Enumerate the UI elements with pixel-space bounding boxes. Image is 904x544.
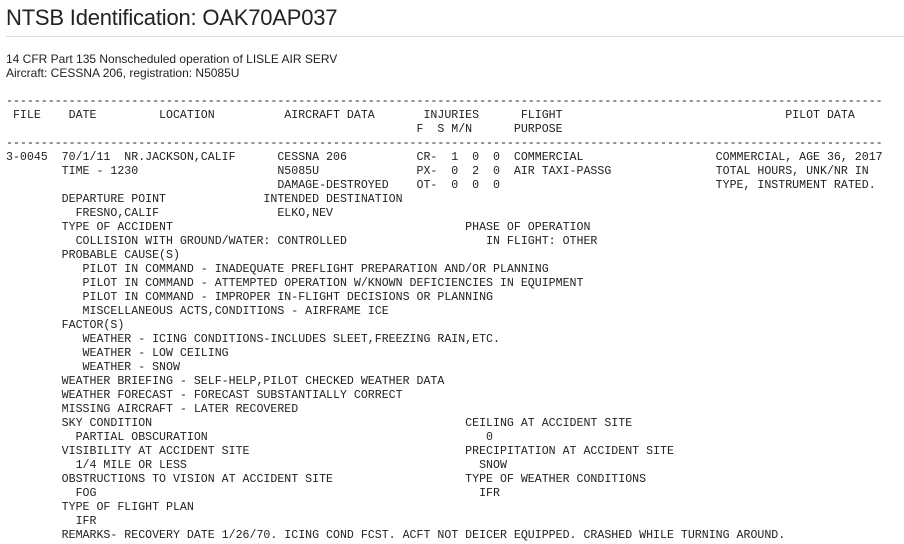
report-line: OBSTRUCTIONS TO VISION AT ACCIDENT SITE TYPE OF WEATHER CONDITIONS <box>6 473 647 486</box>
report-line: 1/4 MILE OR LESS SNOW <box>6 459 507 472</box>
report-line: REMARKS- RECOVERY DATE 1/26/70. ICING COND FCST. ACFT NOT DEICER EQUIPPED. CRASHED WHILE TURNING AROUND. <box>6 529 786 542</box>
page-title: NTSB Identification: OAK70AP037 <box>6 0 904 37</box>
report-line: PARTIAL OBSCURATION 0 <box>6 431 494 444</box>
report-line: TYPE OF ACCIDENT PHASE OF OPERATION <box>6 221 591 234</box>
report-line: MISSING AIRCRAFT - LATER RECOVERED <box>6 403 299 416</box>
operation-line: 14 CFR Part 135 Nonscheduled operation of LISLE AIR SERV <box>6 52 338 66</box>
report-line: ------------------------------------------------------------------------------------------------------------------------------ <box>6 95 883 108</box>
report-line: PILOT IN COMMAND - INADEQUATE PREFLIGHT PREPARATION AND/OR PLANNING <box>6 263 549 276</box>
report-line: TYPE OF FLIGHT PLAN <box>6 501 194 514</box>
aircraft-line: Aircraft: CESSNA 206, registration: N5085U <box>6 66 240 80</box>
report-line: 3-0045 70/1/11 NR.JACKSON,CALIF CESSNA 206 CR- 1 0 0 COMMERCIAL COMMERCIAL, AGE 36, 2017 <box>6 151 883 164</box>
report-line: DAMAGE-DESTROYED OT- 0 0 0 TYPE, INSTRUMENT RATED. <box>6 179 876 192</box>
report-line: SKY CONDITION CEILING AT ACCIDENT SITE <box>6 417 633 430</box>
report-line: PILOT IN COMMAND - ATTEMPTED OPERATION W/KNOWN DEFICIENCIES IN EQUIPMENT <box>6 277 584 290</box>
report-line: PROBABLE CAUSE(S) <box>6 249 180 262</box>
report-line: WEATHER - LOW CEILING <box>6 347 229 360</box>
report-line: WEATHER - SNOW <box>6 361 180 374</box>
report-line: COLLISION WITH GROUND/WATER: CONTROLLED IN FLIGHT: OTHER <box>6 235 598 248</box>
report-line: MISCELLANEOUS ACTS,CONDITIONS - AIRFRAME ICE <box>6 305 389 318</box>
report-line: IFR <box>6 515 97 528</box>
report-line: WEATHER FORECAST - FORECAST SUBSTANTIALLY CORRECT <box>6 389 403 402</box>
report-line: FILE DATE LOCATION AIRCRAFT DATA INJURIES FLIGHT PILOT DATA <box>6 109 855 122</box>
report-line: VISIBILITY AT ACCIDENT SITE PRECIPITATION AT ACCIDENT SITE <box>6 445 674 458</box>
report-line: FRESNO,CALIF ELKO,NEV <box>6 207 333 220</box>
report-line: WEATHER - ICING CONDITIONS-INCLUDES SLEET,FREEZING RAIN,ETC. <box>6 333 500 346</box>
report-line: PILOT IN COMMAND - IMPROPER IN-FLIGHT DECISIONS OR PLANNING <box>6 291 494 304</box>
report-line: FACTOR(S) <box>6 319 125 332</box>
report-line: F S M/N PURPOSE <box>6 123 563 136</box>
report-line: DEPARTURE POINT INTENDED DESTINATION <box>6 193 403 206</box>
report-line: FOG IFR <box>6 487 500 500</box>
report-line: WEATHER BRIEFING - SELF-HELP,PILOT CHECKED WEATHER DATA <box>6 375 445 388</box>
report-meta <box>6 52 904 80</box>
report-line: TIME - 1230 N5085U PX- 0 2 0 AIR TAXI-PASSG TOTAL HOURS, UNK/NR IN <box>6 165 869 178</box>
report-line: ------------------------------------------------------------------------------------------------------------------------------ <box>6 137 883 150</box>
report-body <box>6 95 904 543</box>
